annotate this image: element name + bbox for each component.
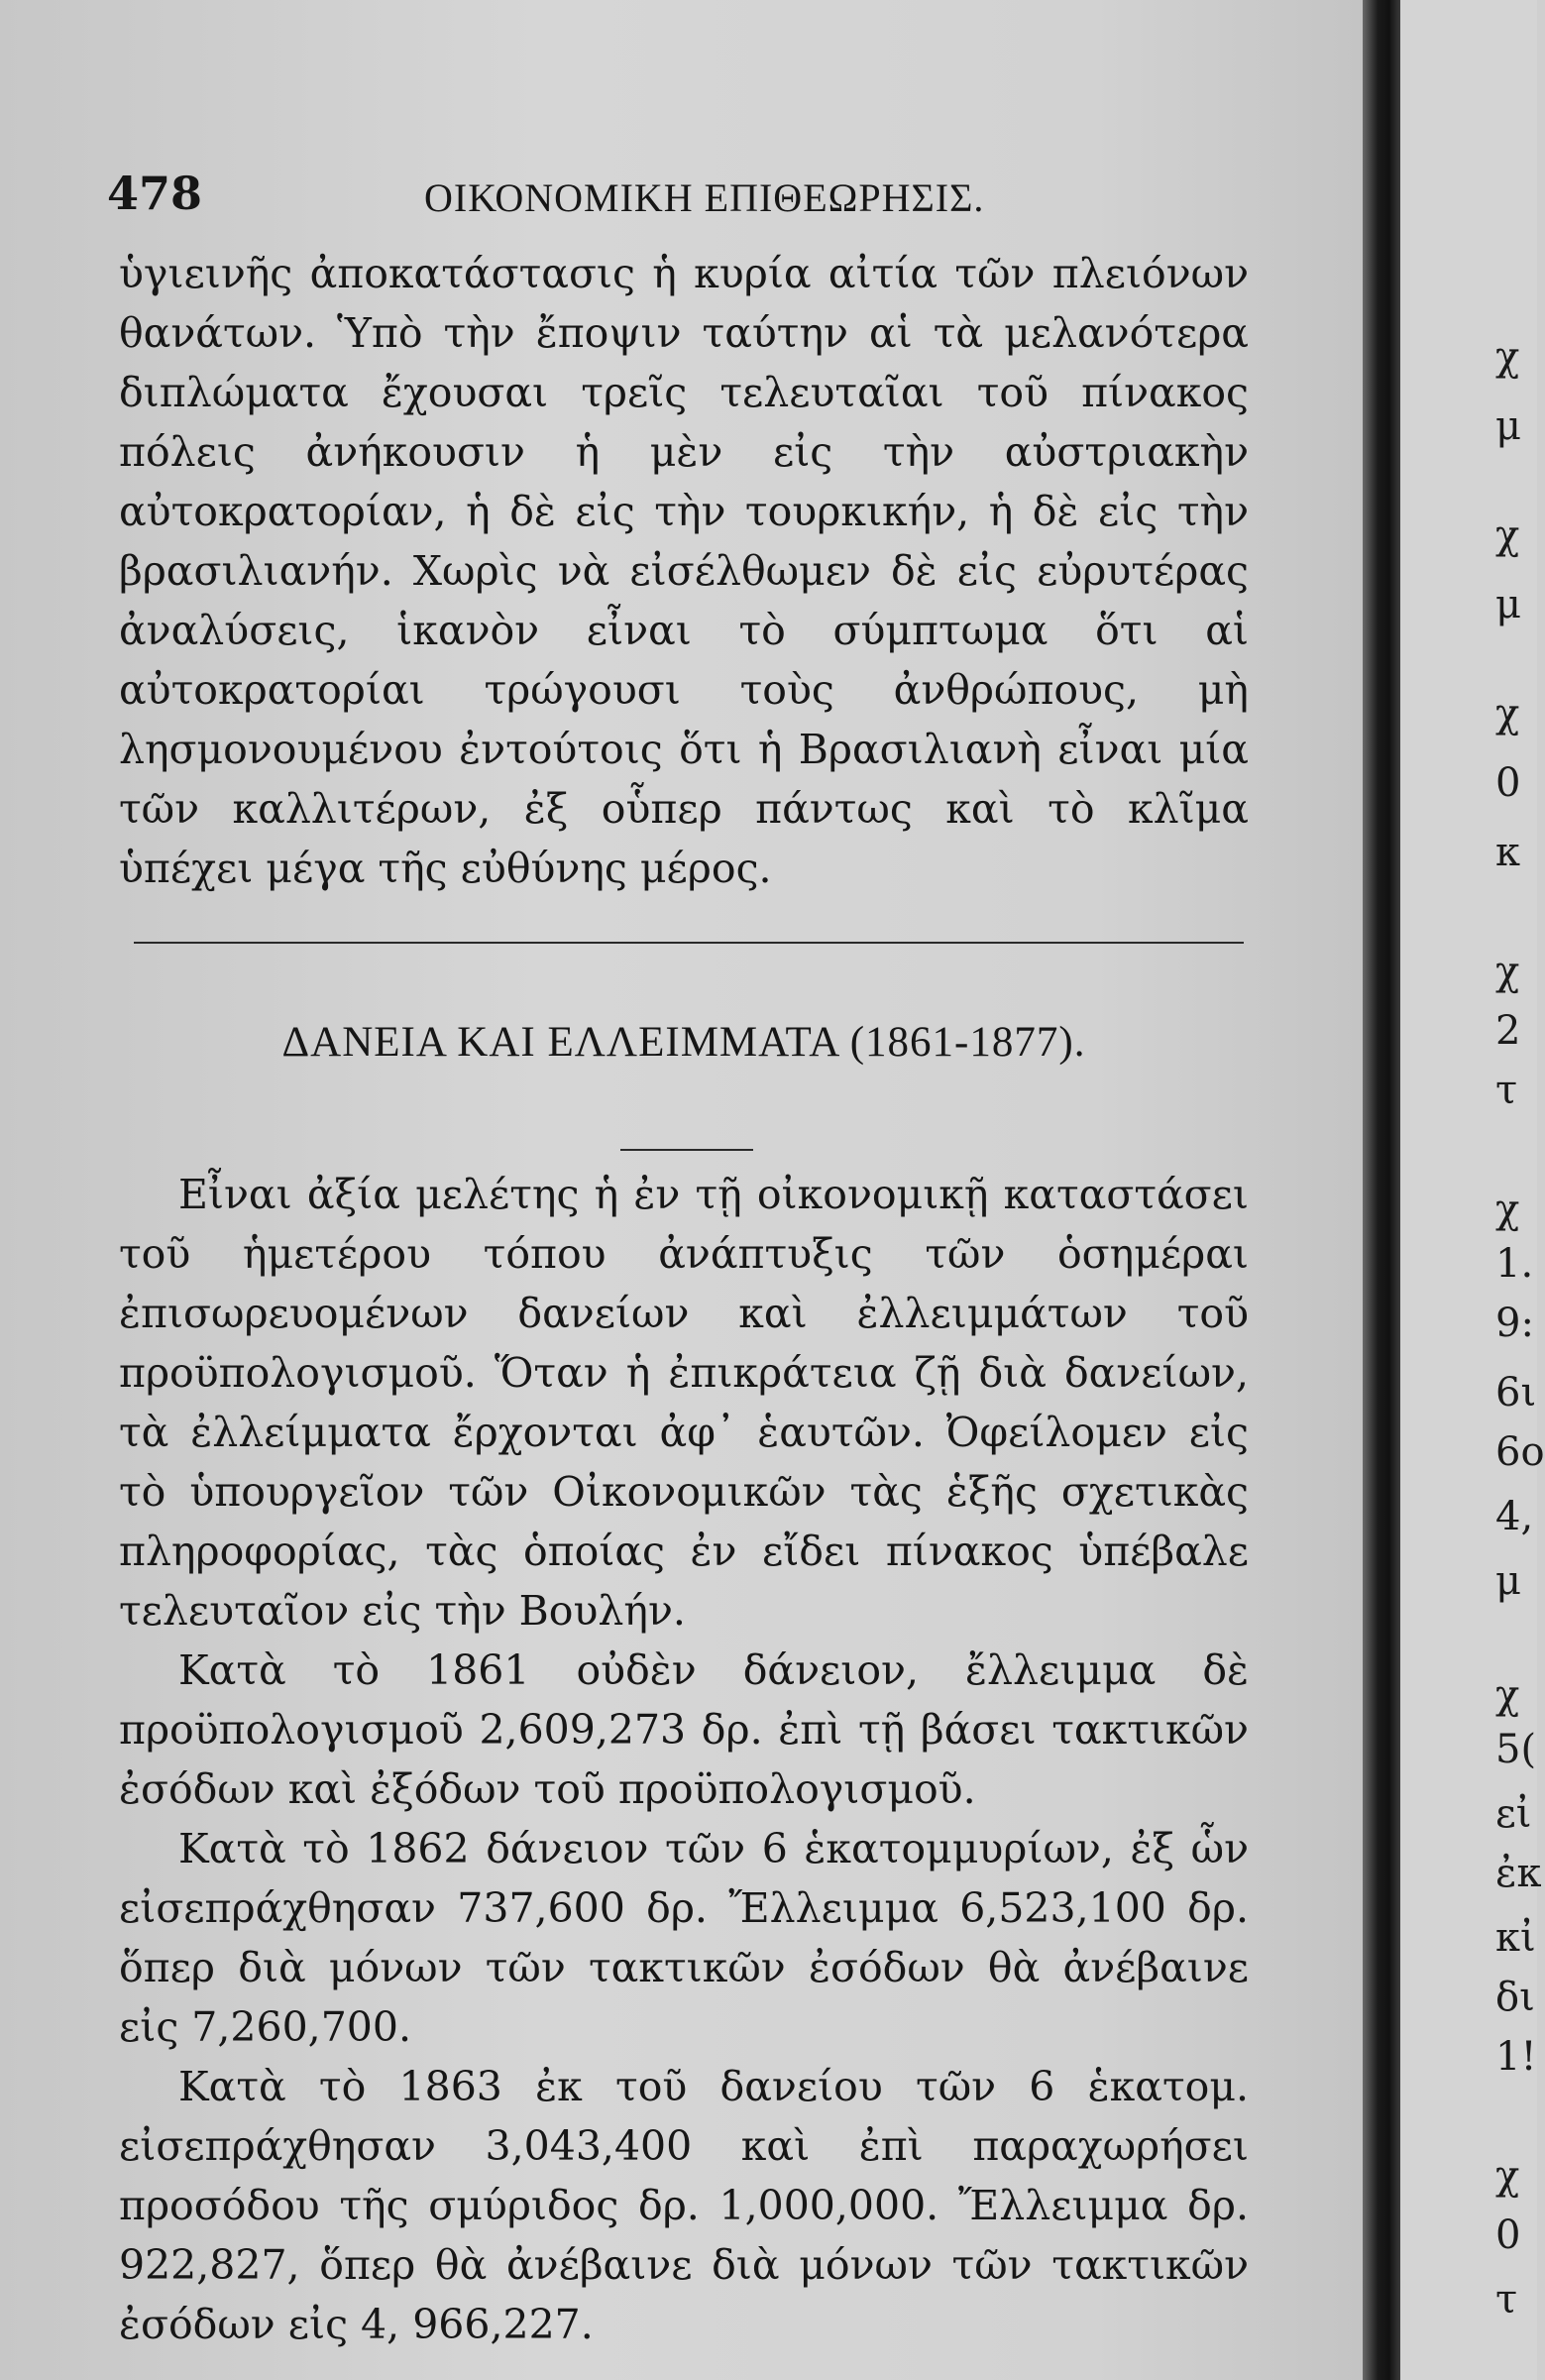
book-gutter (1363, 0, 1400, 2380)
adjacent-page-fragment: χ (1495, 1187, 1520, 1232)
adjacent-page-fragment: 9: (1495, 1301, 1534, 1346)
adjacent-page-fragment: κ (1495, 830, 1520, 875)
adjacent-page-edge (1400, 0, 1545, 2380)
adjacent-page-fragment: δι (1495, 1975, 1535, 2020)
paragraph: Εἶναι ἀξία μελέτης ἡ ἐν τῇ οἰκονομικῇ καταστάσει τοῦ ἡμετέρου τόπου ἀνάπτυξις τῶν ὁσημέραι ἐπισωρευομένων δανείων καὶ ἐλλειμμάτων τοῦ προϋπολογισμοῦ. Ὅταν ἡ ἐπικράτεια ζῇ διὰ δανείων, τὰ ἐλλείμματα ἔρχονται ἀφ᾽ ἑαυτῶν. Ὀφείλομεν εἰς τὸ ὑπουργεῖον τῶν Οἰκονομικῶν τὰς ἑξῆς σχετικὰς πληροφορίας, τὰς ὁποίας ἐν εἴδει πίνακος ὑπέβαλε τελευταῖον εἰς τὴν Βουλήν. (119, 1171, 1249, 1635)
page-number: 478 (107, 167, 203, 220)
paragraph: ὑγιεινῆς ἀποκατάστασις ἡ κυρία αἰτία τῶν πλειόνων θανάτων. Ὑπὸ τὴν ἔποψιν ταύτην αἱ τὰ μελανότερα διπλώματα ἔχουσαι τρεῖς τελευταῖαι τοῦ πίνακος πόλεις ἀνήκουσιν ἡ μὲν εἰς τὴν αὐστριακὴν αὐτοκρατορίαν, ἡ δὲ εἰς τὴν τουρκικήν, ἡ δὲ εἰς τὴν βρασιλιανήν. Χωρὶς νὰ εἰσέλθωμεν δὲ εἰς εὐρυτέρας ἀναλύσεις, ἱκανὸν εἶναι τὸ σύμπτωμα ὅτι αἱ αὐτοκρατορίαι τρώγουσι τοὺς ἀνθρώπους, μὴ λησμονουμένου ἐντούτοις ὅτι ἡ Βρασιλιανὴ εἶναι μία τῶν καλλιτέρων, ἐξ οὗπερ πάντως καὶ τὸ κλῖμα ὑπέχει μέγα τῆς εὐθύνης μέρος. (119, 250, 1249, 892)
adjacent-page-fragment: μ (1495, 582, 1521, 627)
title-underline (620, 1149, 753, 1151)
adjacent-page-fragment: 6ο (1495, 1429, 1545, 1475)
adjacent-page-fragment: 1. (1495, 1241, 1534, 1287)
adjacent-page-fragment: τ (1495, 1068, 1518, 1113)
adjacent-page-fragment: κἰ (1495, 1915, 1536, 1961)
adjacent-page-fragment: 2 (1495, 1008, 1521, 1054)
adjacent-page-fragment: 4, (1495, 1494, 1534, 1539)
paragraph: Κατὰ τὸ 1863 ἐκ τοῦ δανείου τῶν 6 ἑκατομ. εἰσεπράχθησαν 3,043,400 καὶ ἐπὶ παραχωρήσει προσόδου τῆς σμύριδος δρ. 1,000,000. Ἔλλειμμα δρ. 922,827, ὅπερ θὰ ἀνέβαινε διὰ μόνων τῶν τακτικῶν ἐσόδων εἰς 4, 966,227. (119, 2063, 1249, 2348)
adjacent-page-fragment: ἐκ (1495, 1851, 1542, 1896)
adjacent-page-fragment: χ (1495, 2153, 1520, 2199)
adjacent-page-fragment: 0 (1495, 2212, 1521, 2258)
section-body (119, 1165, 1249, 2354)
adjacent-page-fragment: εἰ (1495, 1791, 1532, 1837)
section-title: ΔΑΝΕΙΑ ΚΑΙ ΕΛΛΕΙΜΜΑΤΑ (1861-1877). (281, 1019, 1086, 1066)
adjacent-page-fragment: 5( (1495, 1727, 1537, 1772)
adjacent-page-fragment: χ (1495, 1672, 1520, 1718)
adjacent-page-fragment: 1! (1495, 2034, 1537, 2080)
adjacent-page-fragment: 6ι (1495, 1370, 1537, 1416)
paragraph: Κατὰ τὸ 1862 δάνειον τῶν 6 ἑκατομμυρίων, ἐξ ὧν εἰσεπράχθησαν 737,600 δρ. Ἔλλειμμα 6,523,100 δρ. ὅπερ διὰ μόνων τῶν τακτικῶν ἐσόδων θὰ ἀνέβαινε εἰς 7,260,700. (119, 1825, 1249, 2051)
adjacent-page-fragment: χ (1495, 334, 1520, 380)
adjacent-page-fragment: τ (1495, 2277, 1518, 2323)
adjacent-page-fragment: χ (1495, 949, 1520, 994)
adjacent-page-fragment: 0 (1495, 760, 1521, 806)
adjacent-page-fragment: χ (1495, 691, 1520, 737)
adjacent-page-fragment: χ (1495, 512, 1520, 558)
page-header (107, 167, 1247, 226)
paragraph: Κατὰ τὸ 1861 οὐδὲν δάνειον, ἔλλειμμα δὲ προϋπολογισμοῦ 2,609,273 δρ. ἐπὶ τῇ βάσει τακτικῶν ἐσόδων καὶ ἐξόδων τοῦ προϋπολογισμοῦ. (119, 1646, 1249, 1813)
adjacent-page-fragment: μ (1495, 403, 1521, 449)
section-divider (134, 942, 1244, 944)
adjacent-page-fragment: μ (1495, 1558, 1521, 1604)
running-title: ΟΙΚΟΝΟΜΙΚΗ ΕΠΙΘΕΩΡΗΣΙΣ. (424, 175, 985, 220)
text-block-continued (119, 244, 1249, 898)
